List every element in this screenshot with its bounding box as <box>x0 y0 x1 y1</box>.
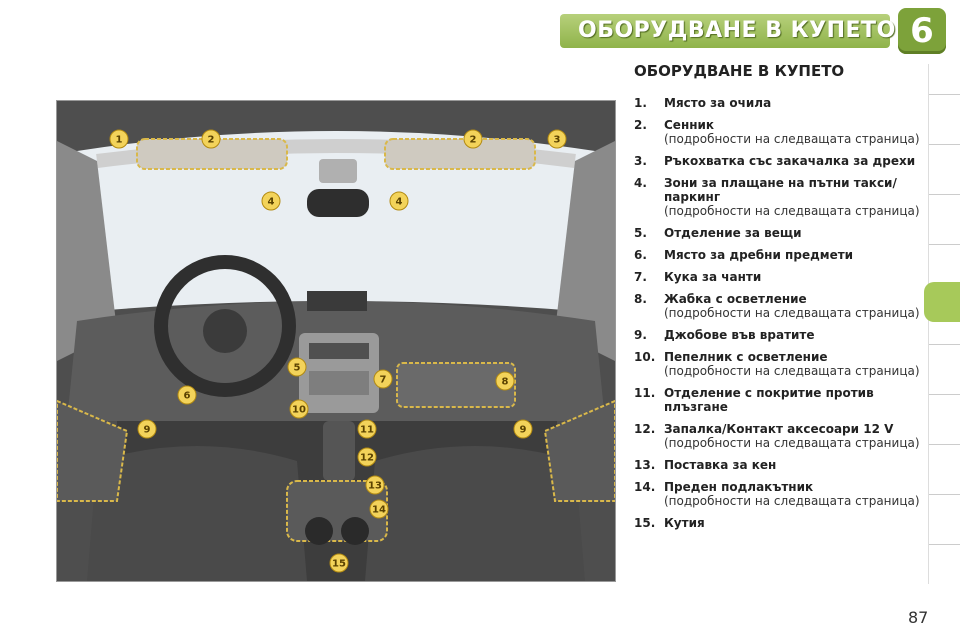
list-item <box>634 248 924 262</box>
callout-marker <box>464 130 482 148</box>
callout-marker <box>390 192 408 210</box>
callout-marker <box>514 420 532 438</box>
item-number: 4. <box>634 176 647 190</box>
item-number: 15. <box>634 516 656 530</box>
side-tab[interactable] <box>929 344 960 345</box>
side-tab[interactable] <box>929 444 960 445</box>
list-item <box>634 96 924 110</box>
callout-marker <box>496 372 514 390</box>
item-label: Отделение за вещи <box>664 226 802 240</box>
item-note: (подробности на следващата страница) <box>664 306 920 320</box>
callout-number: 12 <box>360 452 374 464</box>
callout-marker <box>370 500 388 518</box>
item-number: 1. <box>634 96 647 110</box>
callout-number: 10 <box>292 404 306 416</box>
side-tab-strip <box>928 64 960 584</box>
callout-marker <box>548 130 566 148</box>
callout-marker <box>358 420 376 438</box>
list-item <box>634 458 924 472</box>
callout-marker <box>290 400 308 418</box>
side-tab[interactable] <box>929 494 960 495</box>
item-label: Запалка/Контакт аксесоари 12 V <box>664 422 894 436</box>
item-number: 7. <box>634 270 647 284</box>
item-number: 12. <box>634 422 656 436</box>
item-note: (подробности на следващата страница) <box>664 436 920 450</box>
callout-number: 2 <box>469 134 477 146</box>
callout-marker <box>366 476 384 494</box>
item-label: Пепелник с осветление <box>664 350 828 364</box>
side-tab[interactable] <box>929 244 960 245</box>
list-item <box>634 176 924 218</box>
side-tab[interactable] <box>929 194 960 195</box>
item-label: Кука за чанти <box>664 270 762 284</box>
list-item <box>634 270 924 284</box>
item-note: (подробности на следващата страница) <box>664 364 920 378</box>
item-label: Отделение с покритие против плъзгане <box>664 386 874 414</box>
callout-number: 14 <box>372 504 386 516</box>
item-label: Поставка за кен <box>664 458 777 472</box>
callout-marker <box>138 420 156 438</box>
item-number: 3. <box>634 154 647 168</box>
list-item <box>634 350 924 378</box>
callout-marker <box>374 370 392 388</box>
callout-number: 7 <box>379 374 387 386</box>
list-item <box>634 516 924 530</box>
callout-marker <box>110 130 128 148</box>
item-number: 11. <box>634 386 656 400</box>
list-item <box>634 292 924 320</box>
item-label: Кутия <box>664 516 705 530</box>
item-number: 2. <box>634 118 647 132</box>
side-tab[interactable] <box>929 544 960 545</box>
callout-number: 4 <box>267 196 275 208</box>
list-item <box>634 226 924 240</box>
item-label: Зони за плащане на пътни такси/паркинг <box>664 176 897 204</box>
callout-marker <box>178 386 196 404</box>
item-label: Джобове във вратите <box>664 328 815 342</box>
item-number: 13. <box>634 458 656 472</box>
item-label: Място за дребни предмети <box>664 248 854 262</box>
callout-number: 4 <box>395 196 403 208</box>
item-note: (подробности на следващата страница) <box>664 204 920 218</box>
callout-number: 9 <box>143 424 151 436</box>
header-title: ОБОРУДВАНЕ В КУПЕТО <box>578 18 896 43</box>
page-header <box>0 0 960 60</box>
interior-photo <box>56 100 616 582</box>
callout-marker <box>358 448 376 466</box>
item-number: 5. <box>634 226 647 240</box>
item-number: 14. <box>634 480 656 494</box>
callout-marker <box>330 554 348 572</box>
callout-number: 6 <box>183 390 191 402</box>
item-label: Място за очила <box>664 96 772 110</box>
callout-number: 9 <box>519 424 527 436</box>
item-number: 6. <box>634 248 647 262</box>
callout-number: 11 <box>360 424 374 436</box>
list-item <box>634 118 924 146</box>
section-title: ОБОРУДВАНЕ В КУПЕТО <box>634 62 845 80</box>
callout-marker <box>262 192 280 210</box>
item-note: (подробности на следващата страница) <box>664 132 920 146</box>
chapter-badge: 6 <box>898 8 946 54</box>
item-number: 10. <box>634 350 656 364</box>
interior-illustration <box>57 101 615 581</box>
equipment-list <box>634 96 924 538</box>
list-item <box>634 386 924 414</box>
item-number: 9. <box>634 328 647 342</box>
item-label: Преден подлакътник <box>664 480 814 494</box>
callout-marker <box>288 358 306 376</box>
callout-number: 8 <box>501 376 509 388</box>
callout-marker <box>202 130 220 148</box>
item-label: Сенник <box>664 118 715 132</box>
side-tab[interactable] <box>929 394 960 395</box>
side-tab[interactable] <box>929 144 960 145</box>
active-chapter-tab[interactable] <box>924 282 960 322</box>
list-item <box>634 480 924 508</box>
item-label: Жабка с осветление <box>664 292 807 306</box>
item-label: Ръкохватка със закачалка за дрехи <box>664 154 916 168</box>
callout-number: 5 <box>293 362 301 374</box>
side-tab[interactable] <box>929 94 960 95</box>
list-item <box>634 328 924 342</box>
callout-number: 1 <box>115 134 123 146</box>
item-number: 8. <box>634 292 647 306</box>
list-item <box>634 422 924 450</box>
callout-number: 13 <box>368 480 382 492</box>
callout-number: 3 <box>553 134 561 146</box>
list-item <box>634 154 924 168</box>
callout-number: 15 <box>332 558 346 570</box>
item-note: (подробности на следващата страница) <box>664 494 920 508</box>
callout-number: 2 <box>207 134 215 146</box>
page-number: 87 <box>908 608 929 627</box>
